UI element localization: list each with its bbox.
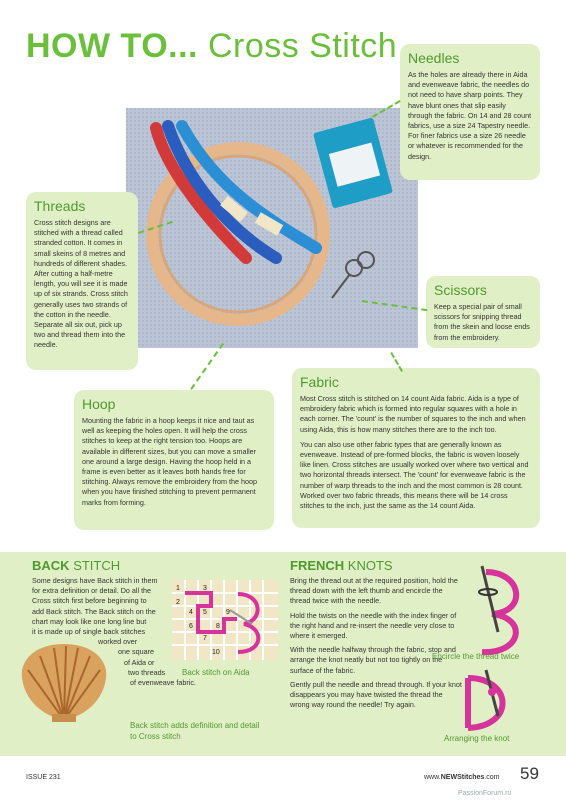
needles-body: As the holes are already there in Aida and evenweave fabric, the needles do not need to have sharp points. They have blunt ones that slip easily through the fabric. On 14 and 28 count fabrics, use a size 24 Tapestry needle. For finer fabrics use a size 26 needle or whatever is recommended for the design.	[408, 70, 532, 161]
shell-image	[14, 640, 114, 724]
svg-text:8: 8	[216, 623, 220, 630]
needles-box	[400, 44, 540, 180]
svg-text:7: 7	[203, 635, 207, 642]
svg-text:2: 2	[176, 599, 180, 606]
scissors-body: Keep a special pair of small scissors for snipping thread from the skein and loose ends from the embroidery.	[434, 302, 530, 342]
svg-text:10: 10	[212, 649, 220, 656]
fabric-body-1: Most Cross stitch is stitched on 14 count Aida fabric. Aida is a type of embroidery fabric which is formed into regular squares with a hole in each corner. The 'count' is the number of squares to the inch and when using Aida, this is how many stitches there are to the inch too.	[300, 394, 526, 434]
svg-text:4: 4	[189, 609, 193, 616]
supplies-illustration	[126, 108, 418, 348]
back-stitch-diagram-caption: Back stitch on Aida	[182, 668, 250, 677]
page-title	[26, 26, 397, 66]
fabric-body-2: You can also use other fabric types that are generally known as evenweave. Instead of pre-formed blocks, the fabric is woven loosely like linen. Cross stitches are usually worked over where two vertical and two horizontal threads intersect. The 'count' for evenweave fabric is the number of warp threads to the inch and the most common is 28 count. Worked over two fabric threads, this means there will be 14 cross stitches to the inch, just the same as the 14 count Aida.	[300, 439, 529, 511]
issue-label: ISSUE 231	[26, 774, 61, 781]
french-knots-text: Bring the thread out at the required position, hold the thread down with the left thumb and encircle the thread twice with the needle. Hold the twists on the needle with the index finger of the right hand and re-insert the needle very close to where it emerged. With the needle halfway through the fabric, stop and arrange the knot neatly but not too tightly on the surface of the fabric. Gently pull the needle and thread through. If your knot disappears you may have twisted the thread the wrong way round the needle! Try again.	[290, 576, 462, 710]
svg-text:5: 5	[203, 609, 207, 616]
french-knots-caption-2: Arranging the knot	[444, 734, 510, 743]
watermark: PassionForum.ru	[458, 790, 512, 797]
page-number: 59	[520, 764, 539, 783]
fabric-heading: Fabric	[300, 374, 339, 390]
back-stitch-text: Some designs have Back stitch in them for extra definition or detail. Do all the Cross stitch first before beginning to add Back stitch. The Back stitch on the chart may look like one long line but it is made up of single back stitches worked over one square of Aida or two threads of evenweave fabric.	[32, 576, 196, 688]
fabric-box	[292, 368, 540, 528]
scissors-heading: Scissors	[434, 282, 487, 298]
back-stitch-heading: BACK STITCH	[32, 558, 121, 573]
threads-heading: Threads	[34, 198, 86, 214]
hoop-body: Mounting the fabric in a hoop keeps it nice and taut as well as keeping the holes open. It will help the cross stitches to keep at the right tension too. Hoops are available in different sizes, but you can move a smaller one around a large design. Having the hoop held in a frame is even better as it leaves both hands free for stitching. Always remove the embroidery from the hoop when you have finished stitching to prevent permanent marks from forming.	[82, 416, 257, 507]
back-stitch-caption: Back stitch adds definition and detail to Cross stitch	[130, 721, 260, 741]
svg-text:6: 6	[189, 623, 193, 630]
french-knot-diagram-2	[452, 668, 542, 732]
techniques-panel	[0, 552, 566, 756]
svg-text:3: 3	[203, 585, 207, 592]
needles-heading: Needles	[408, 50, 460, 66]
french-knots-heading: FRENCH KNOTS	[290, 558, 393, 573]
hoop-heading: Hoop	[82, 396, 116, 412]
svg-text:1: 1	[176, 585, 180, 592]
hoop-box	[74, 390, 274, 530]
title-how-to: HOW TO...	[26, 27, 198, 65]
french-knot-diagram-1	[452, 562, 542, 656]
scissors-box	[426, 276, 540, 348]
title-cross-stitch: Cross Stitch	[207, 27, 398, 65]
french-knots-caption-1: Encircle the thread twice	[432, 652, 520, 661]
threads-body: Cross stitch designs are stitched with a thread called stranded cotton. It comes in small skeins of 8 metres and hundreds of different shades. After cutting a half-metre length, you will see it is made up of six strands. Cross stitch generally uses two strands of the cotton in the needle. Separate all six out, pick up two and thread them into the needle.	[34, 218, 128, 350]
website-link[interactable]: www.NEWStitches.com	[424, 774, 500, 781]
threads-box	[26, 192, 138, 370]
hoop-connector	[190, 343, 224, 390]
back-stitch-diagram	[172, 580, 278, 660]
svg-text:9: 9	[226, 609, 230, 616]
supplies-photo	[126, 108, 418, 348]
